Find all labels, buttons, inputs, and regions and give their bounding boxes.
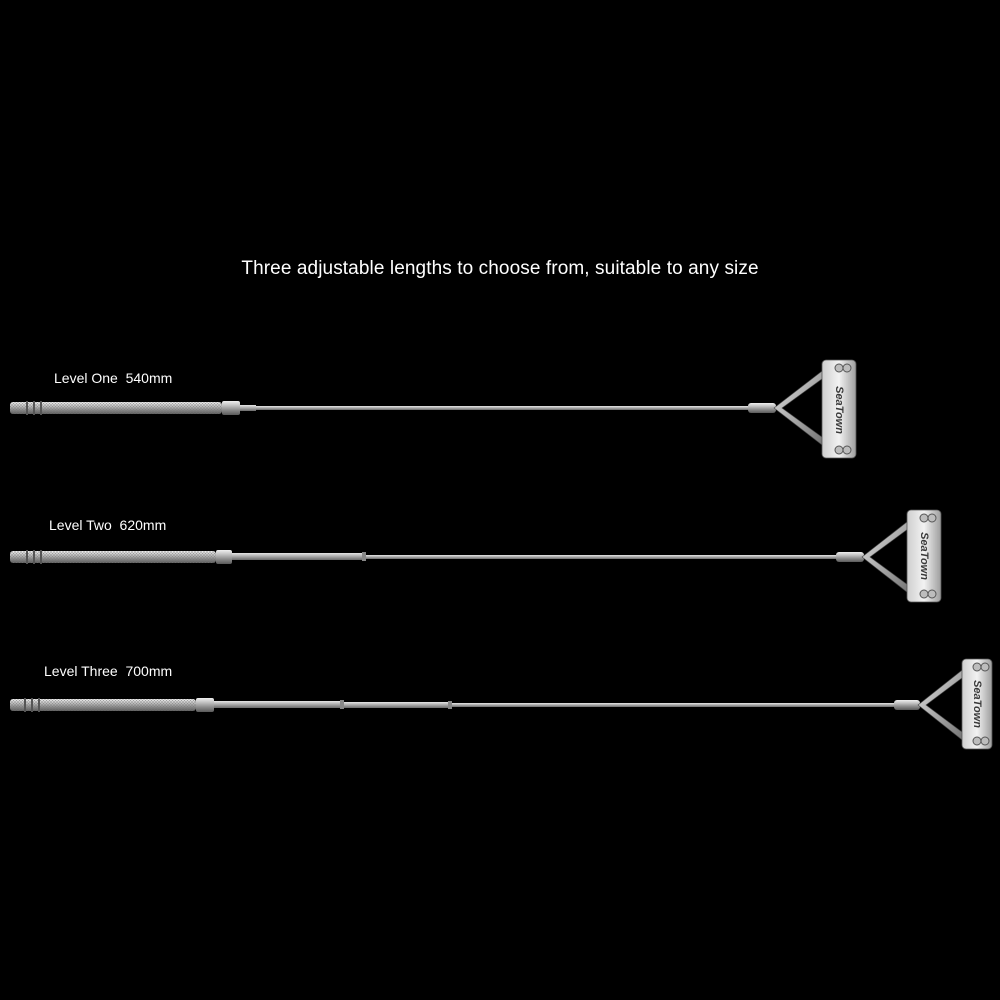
scraper-level-three	[10, 659, 992, 749]
brand-mark-level-one: SeaTown	[833, 386, 845, 434]
scraper-level-two	[10, 510, 941, 602]
brand-mark-level-three: SeaTown	[971, 680, 983, 728]
scraper-level-one	[10, 360, 856, 458]
headline: Three adjustable lengths to choose from, suitable to any size	[241, 258, 759, 279]
level-two-label: Level Two 620mm	[49, 517, 167, 533]
level-three-label: Level Three 700mm	[44, 663, 173, 679]
level-one-label: Level One 540mm	[54, 370, 173, 386]
brand-mark-level-two: SeaTown	[918, 532, 930, 580]
